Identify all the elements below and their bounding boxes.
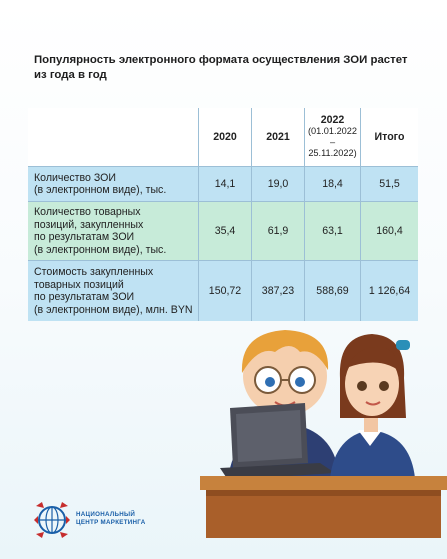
row-label-line: Количество ЗОИ: [34, 171, 116, 184]
header-2022-year: 2022: [320, 114, 345, 126]
row-label-line: по результатам ЗОИ: [34, 231, 135, 243]
logo-line-1: НАЦИОНАЛЬНЫЙ: [76, 511, 136, 518]
logo-text: [76, 511, 145, 527]
header-2022: [304, 108, 360, 166]
value-2020: 150,72: [198, 261, 251, 321]
value-total: 51,5: [360, 167, 418, 201]
value-2022: 588,69: [304, 261, 360, 321]
header-2020: 2020: [198, 108, 251, 166]
table-row: [28, 167, 418, 202]
header-2022-from: (01.01.2022: [307, 126, 358, 136]
row-label-line: (в электронном виде), тыс.: [34, 243, 167, 256]
table-row: [28, 261, 418, 321]
value-2022: 18,4: [304, 167, 360, 201]
value-2021: 19,0: [251, 167, 304, 201]
header-empty-cell: [28, 108, 198, 166]
students-illustration: [200, 318, 447, 538]
value-2020: 35,4: [198, 202, 251, 260]
value-total: 1 126,64: [360, 261, 418, 321]
row-label-line: позиций, закупленных: [34, 218, 144, 231]
header-total: Итого: [360, 108, 418, 166]
row-label-line: Количество товарных: [34, 206, 141, 218]
header-2021: 2021: [251, 108, 304, 166]
value-total: 160,4: [360, 202, 418, 260]
row-label: [28, 261, 198, 321]
logo-line-2: ЦЕНТР МАРКЕТИНГА: [76, 519, 146, 526]
row-label-line: товарных позиций: [34, 278, 124, 291]
row-label: [28, 167, 198, 201]
national-marketing-center-logo-icon: [32, 500, 72, 540]
value-2021: 387,23: [251, 261, 304, 321]
row-label-line: (в электронном виде), тыс.: [34, 184, 167, 196]
row-label-line: (в электронном виде), млн. BYN: [34, 303, 193, 316]
row-label-line: по результатам ЗОИ: [34, 291, 135, 303]
value-2022: 63,1: [304, 202, 360, 260]
table-row: [28, 202, 418, 261]
girl-figure: [330, 334, 415, 493]
stats-table: [28, 108, 418, 321]
table-header-row: [28, 108, 418, 167]
desk: [200, 476, 447, 538]
value-2021: 61,9: [251, 202, 304, 260]
header-2022-dash: –: [329, 137, 336, 147]
row-label: [28, 202, 198, 260]
row-label-line: Стоимость закупленных: [34, 266, 154, 278]
page-title: Популярность электронного формата осуществления ЗОИ растет из года в год: [34, 54, 408, 81]
value-2020: 14,1: [198, 167, 251, 201]
header-2022-to: 25.11.2022): [308, 148, 357, 158]
